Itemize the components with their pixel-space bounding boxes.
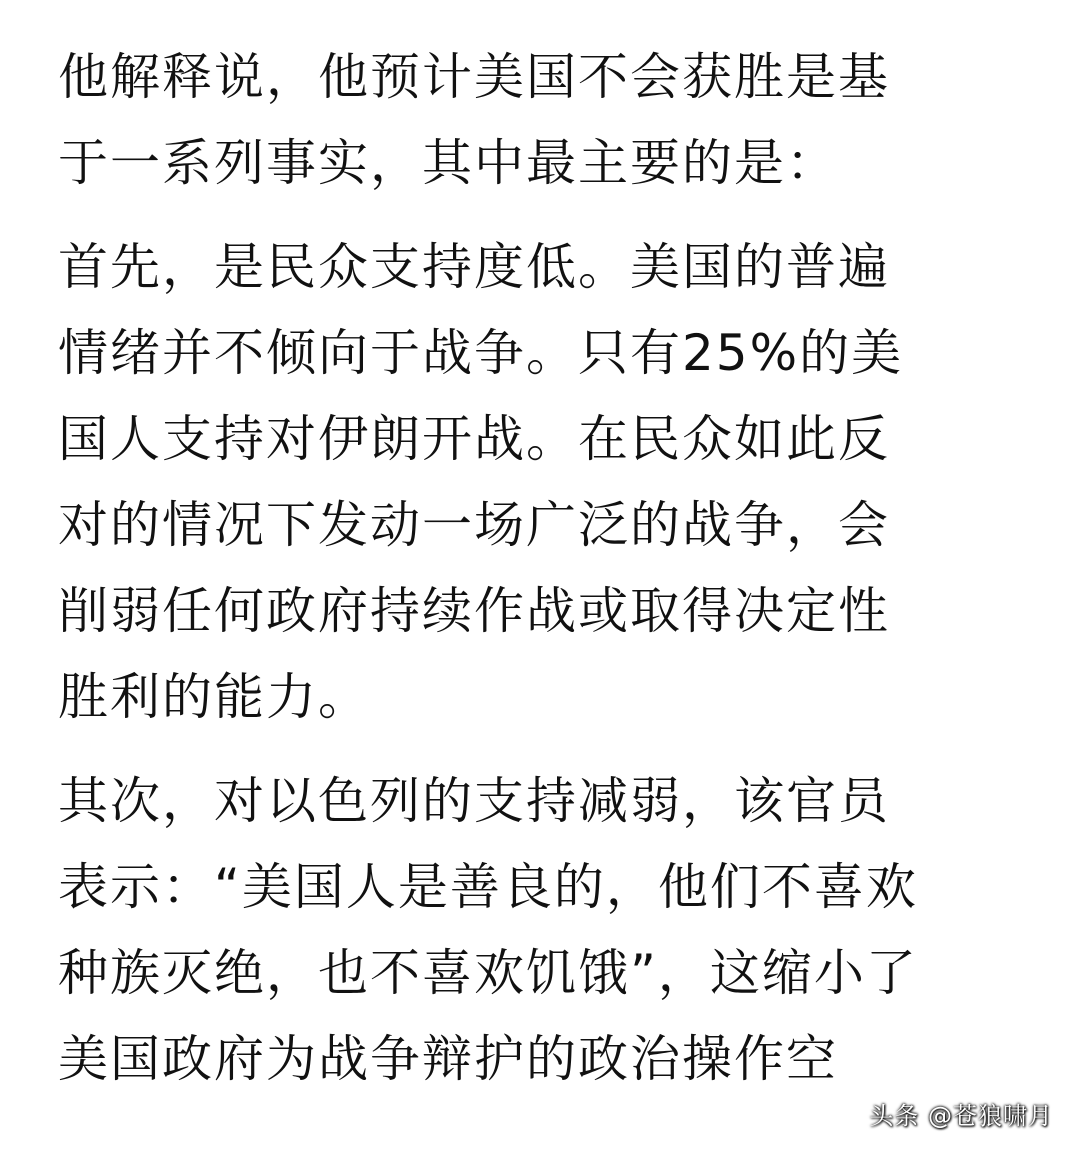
text-line: 对的情况下发动一场广泛的战争，会 <box>58 496 890 554</box>
text-line: 首先，是民众支持度低。美国的普遍 <box>58 238 890 296</box>
text-line: 胜利的能力。 <box>58 668 370 726</box>
text-line: 种族灭绝，也不喜欢饥饿”，这缩小了 <box>58 944 918 1002</box>
text-line: 国人支持对伊朗开战。在民众如此反 <box>58 410 890 468</box>
text-line: 表示：“美国人是善良的，他们不喜欢 <box>58 858 918 916</box>
text-line: 情绪并不倾向于战争。只有25%的美 <box>58 324 904 382</box>
text-line: 于一系列事实，其中最主要的是： <box>58 134 838 192</box>
text-line: 削弱任何政府持续作战或取得决定性 <box>58 582 890 640</box>
article-body <box>58 34 1018 1102</box>
paragraph-intro <box>58 34 1018 206</box>
text-line: 他解释说，他预计美国不会获胜是基 <box>58 48 890 106</box>
watermark: 头条 @苍狼啸月 <box>869 1102 1053 1130</box>
text-line: 美国政府为战争辩护的政治操作空 <box>58 1030 838 1088</box>
paragraph-first-point <box>58 224 1018 740</box>
paragraph-second-point <box>58 758 1018 1102</box>
text-line: 其次，对以色列的支持减弱，该官员 <box>58 772 890 830</box>
